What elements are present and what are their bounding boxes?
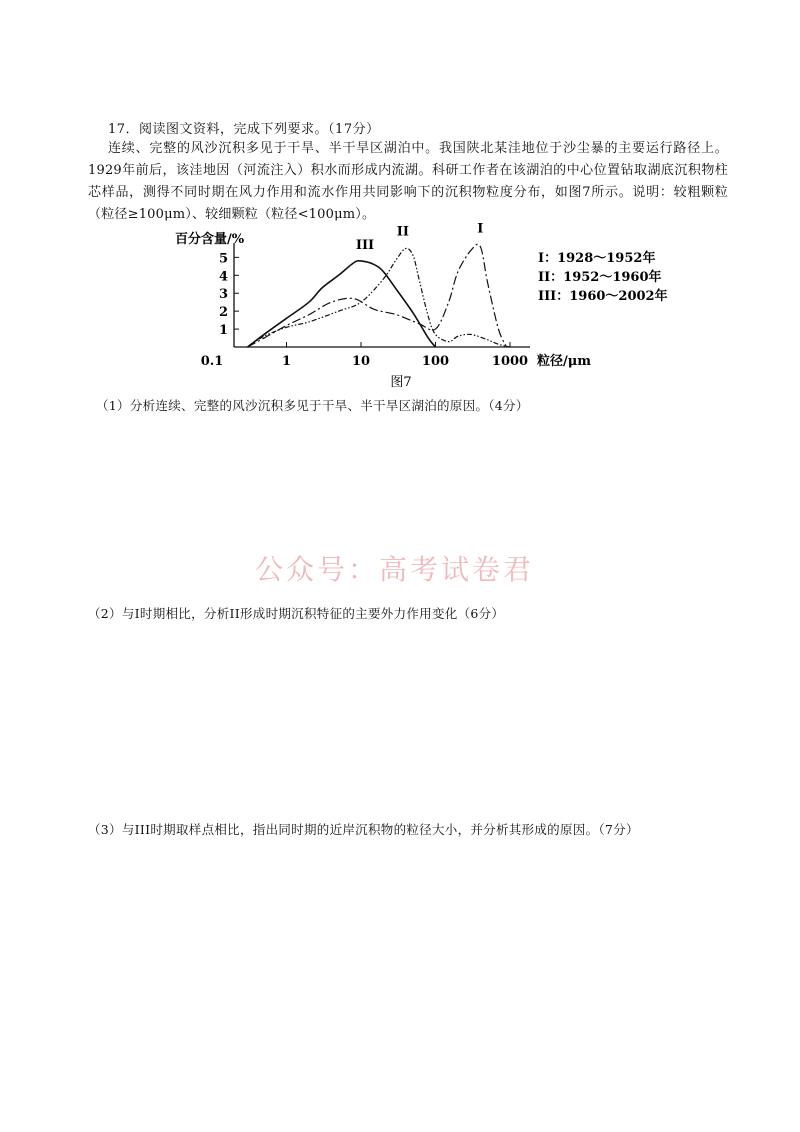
series-label-i: I <box>477 221 484 237</box>
sub-question-2: （2）与I时期相比，分析II形成时期沉积特征的主要外力作用变化（6分） <box>88 606 505 621</box>
figure-caption: 图7 <box>390 375 412 390</box>
y-axis-title: 百分含量/% <box>175 232 245 247</box>
x-tick-label: 100 <box>421 354 450 369</box>
chart-axes <box>234 243 530 347</box>
x-tick-label: 1000 <box>491 354 529 369</box>
sub-question-1: （1）分析连续、完整的风沙沉积多见于干旱、半干旱区湖泊的原因。（4分） <box>96 398 529 413</box>
sub-question-3: （3）与III时期取样点相比，指出同时期的近岸沉积物的粒径大小，并分析其形成的原因。（7分） <box>88 822 639 837</box>
y-tick-label: 5 <box>218 251 228 267</box>
series-line-ii <box>248 248 510 347</box>
question-title: 17．阅读图文资料，完成下列要求。（17分） <box>108 122 380 137</box>
y-tick-label: 1 <box>218 323 228 339</box>
chart-labels-layer <box>175 222 668 390</box>
series-label-ii: II <box>396 224 409 240</box>
chart-series-layer <box>248 244 510 347</box>
series-line-iii <box>248 261 436 347</box>
watermark-text: 公众号：高考试卷君 <box>255 553 535 586</box>
question-intro: 连续、完整的风沙沉积多见于干旱、半干旱区湖泊中。我国陕北某洼地位于沙尘暴的主要运行路径上。1929年前后，该洼地因（河流注入）积水而形成内流湖。科研工作者在该湖泊的中心位置钻取湖底沉积物柱芯样品，测得不同时期在风力作用和流水作用共同影响下的沉积物粒度分布，如图7所示。说明：较粗颗粒（粒径≥100μm）、较细颗粒（粒径<100μm）。 <box>88 141 728 222</box>
legend-entry: III：1960～2002年 <box>538 289 668 304</box>
y-tick-label: 3 <box>218 287 228 303</box>
legend-entry: II：1952～1960年 <box>538 270 662 285</box>
x-tick-label: 10 <box>351 354 371 369</box>
x-tick-label: 1 <box>281 354 292 369</box>
series-line-i <box>248 244 507 347</box>
y-tick-label: 2 <box>218 305 228 321</box>
legend-entry: I：1928～1952年 <box>538 251 656 266</box>
x-tick-label: 0.1 <box>200 354 224 369</box>
x-axis-title: 粒径/μm <box>537 354 592 369</box>
series-label-iii: III <box>355 237 375 253</box>
grain-size-chart <box>0 0 800 400</box>
y-tick-label: 4 <box>218 269 228 285</box>
